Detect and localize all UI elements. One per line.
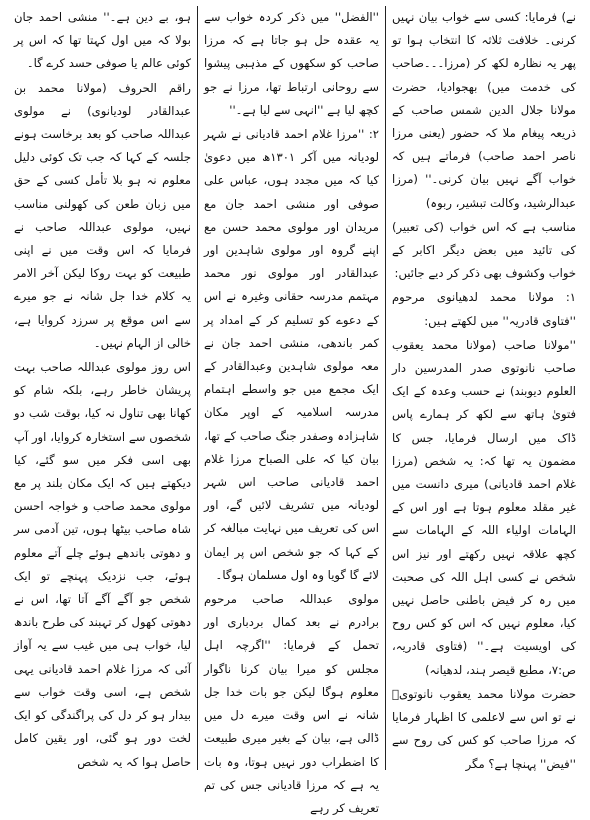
paragraph: مناسب ہے کہ اس خواب (کی تعبیر) کی تائید میں بعض دیگر اکابر کے خواب وکشوف بھی ذکر کر دیے جائیں: — [392, 219, 576, 281]
paragraph: حضرت مولانا محمد یعقوب نانوتویؒ نے تو اس سے لاعلمی کا اظہار فرمایا کہ مرزا صاحب کو کس کی روح سے ''فیض'' پہنچا ہے؟ مگر — [392, 686, 576, 771]
text-column-left — [8, 6, 198, 770]
paragraph: ۲: ''مرزا غلام احمد قادیانی نے شہر لودیانہ میں آکر ۱۳۰۱ھ میں دعویٰ کیا کہ میں مجدد ہوں، عباس علی صوفی اور منشی احمد جان مع مریدان اور مولوی محمد حسن مع اپنے گروہ اور مولوی شاہدین اور عبدالقادر اور مولوی نور محمد مہتمم مدرسہ حقانی وغیرہ نے اس کے دعوے کو تسلیم کر کے امداد پر کمر باندھی، منشی احمد جان نے معہ مولوی شاہدین وعبدالقادر کے ایک مجمع میں جو واسطے اہتمام مدرسہ اسلامیہ کے اوپر مکان شاہزادہ وصفدر جنگ صاحب کے تھا، بیان کیا کہ علی الصباح مرزا غلام احمد قادیانی صاحب اس شہر لودیانہ میں تشریف لائیں گے، اور اس کی تعریف میں نہایت مبالغہ کر کے کہا کہ جو شخص اس پر ایمان لائے گا گویا وہ اول مسلمان ہوگا۔ — [204, 127, 379, 582]
text-column-right — [386, 6, 582, 770]
paragraph: مولوی عبداللہ صاحب مرحوم برادرم نے بعد کمال بردباری اور تحمل کے فرمایا: ''اگرچہ اہل مجلس کو میرا بیان کرنا ناگوار معلوم ہوگا لیکن جو بات خدا جل شانہ نے اس وقت میرے دل میں ڈالی ہے، بیان کے بغیر میری طبیعت کا اضطراب دور نہیں ہوتا، وہ بات یہ ہے کہ مرزا قادیانی جس کی تم تعریف کر رہے — [204, 592, 379, 815]
paragraph: نے) فرمایا: کسی سے خواب بیان نہیں کرنی۔ خلافت ثلاثہ کا انتخاب ہوا تو پھر یہ نظارہ لکھ کر (مرزا۔۔۔صاحب کی خدمت میں) بھجوادیا، حضرت مولانا جلال الدین شمس صاحب کے ذریعہ پیغام ملا کہ حضور (یعنی مرزا ناصر احمد صاحب) فرماتے ہیں کہ خواب آگے نہیں بیان کرنی۔'' (مرزا عبدالرشید، وکالت تبشیر، ربوہ) — [392, 10, 576, 210]
paragraph: ہو، بے دین ہے۔'' منشی احمد جان بولا کہ میں اول کہتا تھا کہ اس پر کوئی عالم یا صوفی حسد کرے گا۔ — [14, 10, 191, 71]
text-column-middle — [198, 6, 386, 815]
paragraph: اس روز مولوی عبداللہ صاحب بہت پریشان خاطر رہے، بلکہ شام کو کھانا بھی تناول نہ کیا، بوقت شب دو شخصوں سے استخارہ کروایا، اور آپ بھی اسی فکر میں سو گئے، کیا دیکھتے ہیں کہ ایک مکان بلند پر مع مولوی محمد صاحب و خواجہ احسن شاہ صاحب بیٹھا ہوں، تین آدمی سر و دھوتی باندھے ہوئے چلے آتے معلوم ہوئے، جب نزدیک پہنچے تو ایک شخص جو آگے آگے آتا تھا، اس نے دھوتی کھول کر تہبند کی طرح باندھ لیا، خواب ہی میں غیب سے یہ آواز آئی کہ مرزا غلام احمد قادیانی یہی شخص ہے، اسی وقت خواب سے بیدار ہو کر دل کی پراگندگی کو ایک لخت دور ہو گئی، اور یقین کامل حاصل ہوا کہ یہ شخص — [14, 360, 191, 769]
paragraph: ''الفضل'' میں ذکر کردہ خواب سے یہ عقدہ حل ہو جاتا ہے کہ مرزا صاحب کو سکھوں کے مذہبی پیشوا سے روحانی ارتباط تھا، مرزا نے جو کچھ لیا ہے ''انہی سے لیا ہے۔'' — [204, 10, 379, 117]
paragraph: راقم الحروف (مولانا محمد بن عبدالقادر لودیانوی) نے مولوی عبداللہ صاحب کو بعد برخاست ہونے جلسہ کے کہا کہ جب تک کوئی دلیل معلوم نہ ہو بلا تأمل کسی کے حق میں زبان طعن کی کھولنی مناسب نہیں، مولوی عبداللہ صاحب نے فرمایا کہ اس وقت میں نے اپنی طبیعت کو بہت روکا لیکن آخر الامر یہ کلام خدا جل شانہ نے جو میرے سے اس موقع پر سرزد کروایا ہے، خالی از الہام نہیں۔ — [14, 80, 191, 350]
paragraph: ''مولانا صاحب (مولانا محمد یعقوب صاحب نانوتوی صدر المدرسین دار العلوم دیوبند) نے حسب وعدہ کے ایک فتویٰ ہاتھ سے لکھ کر ہمارے پاس ڈاک میں ارسال فرمایا، جس کا مضمون یہ تھا کہ: یہ شخص (مرزا غلام احمد قادیانی) میری دانست میں غیر مقلد معلوم ہوتا ہے اور اس کے الہامات اولیاء اللہ کے الہامات سے کچھ علاقہ نہیں رکھتے اور نیز اس شخص نے کسی اہل اللہ کی صحبت میں رہ کر فیض باطنی حاصل نہیں کیا، معلوم نہیں کہ اس کو کس روح کی اویسیت ہے۔'' (فتاوی قادریہ، ص:۷، مطبع قیصر ہند، لدھیانہ) — [392, 337, 576, 677]
paragraph: ۱: مولانا محمد لدھیانوی مرحوم ''فتاوی قادریہ'' میں لکھتے ہیں: — [392, 290, 576, 328]
